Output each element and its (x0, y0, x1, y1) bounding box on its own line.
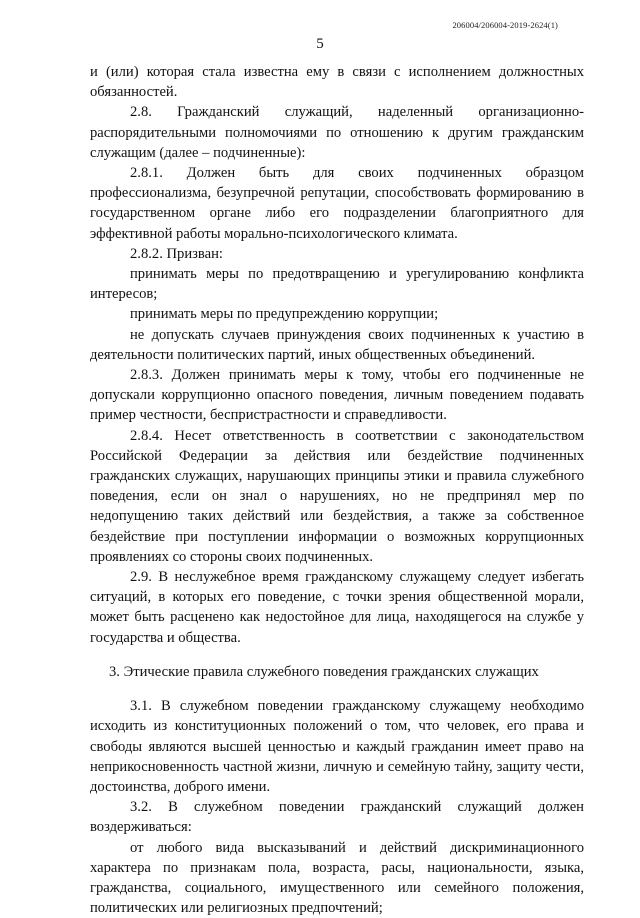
paragraph-2-8: 2.8. Гражданский служащий, наделенный организационно-распорядительными полномочиями по отношению к другим гражданским служащим (далее – подчиненные): (90, 104, 584, 161)
list-item: от любого вида высказываний и действий дискриминационного характера по признакам пола, возраста, расы, национальности, языка, гражданства, социального, имущественного или семейного положения, политических или религиозных предпочтений; (90, 839, 584, 917)
document-body (90, 62, 584, 918)
paragraph-3-2: 3.2. В служебном поведении гражданский служащий должен воздерживаться: (90, 799, 584, 836)
paragraph-2-8-3: 2.8.3. Должен принимать меры к тому, чтобы его подчиненные не допускали коррупционно опасного поведения, личным поведением подавать пример честности, беспристрастности и справедливости. (90, 367, 584, 424)
paragraph-2-8-4: 2.8.4. Несет ответственность в соответствии с законодательством Российской Федерации за действия или бездействие подчиненных гражданских служащих, нарушающих принципы этики и правила служебного поведения, если он знал о нарушениях, но не предпринял мер по недопущению таких действий или бездействия, а также за собственное бездействие при поступлении информации о возможных коррупционных проявлениях со стороны своих подчиненных. (90, 427, 584, 565)
paragraph-3-1: 3.1. В служебном поведении гражданскому служащему необходимо исходить из конституционных положений о том, что человек, его права и свободы являются высшей ценностью и каждый гражданин имеет право на неприкосновенность частной жизни, личную и семейную тайну, защиту чести, достоинства, доброго имени. (90, 698, 584, 795)
section-heading: 3. Этические правила служебного поведения гражданских служащих (109, 663, 539, 680)
paragraph-2-8-1: 2.8.1. Должен быть для своих подчиненных образцом профессионализма, безупречной репутации, способствовать формированию в государственном органе либо его подразделении благоприятного для эффективной работы морально-психологического климата. (90, 165, 584, 242)
list-item: не допускать случаев принуждения своих подчиненных к участию в деятельности политических партий, иных общественных объединений. (90, 326, 584, 363)
list-item: принимать меры по предотвращению и урегулированию конфликта интересов; (90, 266, 584, 303)
document-id: 206004/206004-2019-2624(1) (452, 20, 558, 30)
paragraph-2-8-2: 2.8.2. Призван: (130, 245, 223, 262)
list-item: принимать меры по предупреждению коррупции; (130, 306, 439, 323)
page-number: 5 (316, 36, 324, 52)
paragraph-2-9: 2.9. В неслужебное время гражданскому служащему следует избегать ситуаций, в которых его поведение, с точки зрения общественной морали, может быть расценено как недостойное для лица, находящегося на службе у государства и общества. (90, 569, 584, 646)
paragraph-continuation: и (или) которая стала известна ему в связи с исполнением должностных обязанностей. (90, 64, 584, 101)
